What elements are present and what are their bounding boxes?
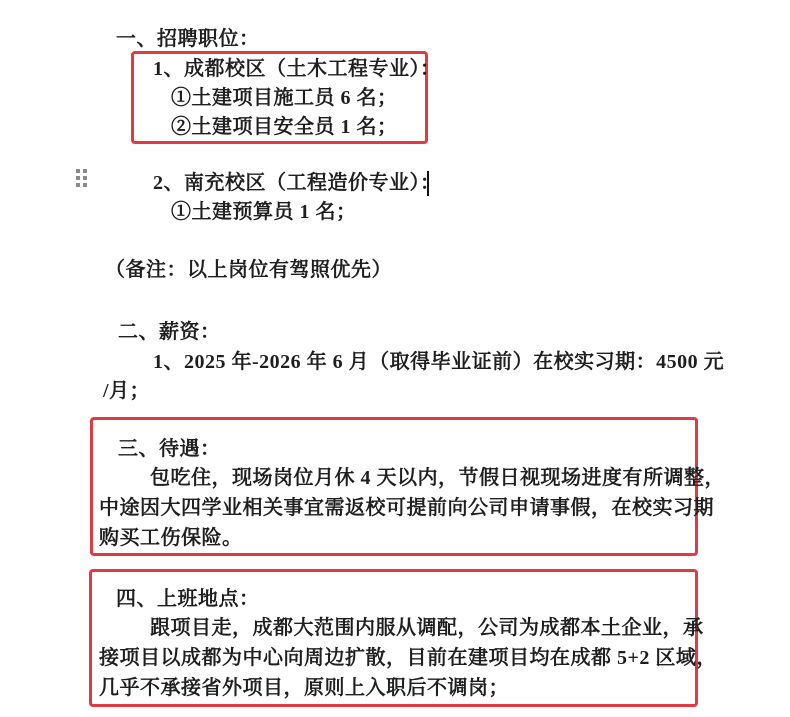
work-location-line-2[interactable]: 接项目以成都为中心向周边扩散，目前在建项目均在成都 5+2 区域，: [99, 647, 717, 669]
benefits-line-3[interactable]: 购买工伤保险。: [99, 527, 243, 549]
benefits-line-1[interactable]: 包吃住，现场岗位月休 4 天以内，节假日视现场进度有所调整，: [150, 467, 725, 489]
chengdu-position-builder[interactable]: ①土建项目施工员 6 名；: [171, 87, 398, 109]
salary-line-1[interactable]: 1、2025 年-2026 年 6 月（取得毕业证前）在校实习期：4500 元: [153, 351, 725, 373]
benefits-line-2[interactable]: 中途因大四学业相关事宜需返校可提前向公司申请事假，在校实习期: [99, 497, 714, 519]
salary-line-2[interactable]: /月；: [103, 380, 151, 402]
work-location-line-1[interactable]: 跟项目走，成都大范围内服从调配，公司为成都本土企业，承: [150, 617, 704, 639]
nanchong-campus-title[interactable]: 2、南充校区（工程造价专业）：: [153, 172, 441, 194]
chengdu-campus-title[interactable]: 1、成都校区（土木工程专业）：: [153, 58, 441, 80]
license-note[interactable]: （备注：以上岗位有驾照优先）: [105, 259, 392, 281]
heading-work-location[interactable]: 四、上班地点：: [116, 588, 260, 610]
chengdu-position-safety[interactable]: ②土建项目安全员 1 名；: [171, 116, 398, 138]
heading-recruit-positions[interactable]: 一、招聘职位：: [116, 28, 260, 50]
drag-handle-icon[interactable]: [76, 169, 87, 187]
nanchong-position-estimator[interactable]: ①土建预算员 1 名；: [171, 201, 357, 223]
work-location-line-3[interactable]: 几乎不承接省外项目，原则上入职后不调岗；: [99, 677, 509, 699]
heading-benefits[interactable]: 三、待遇：: [118, 438, 221, 460]
heading-salary[interactable]: 二、薪资：: [118, 321, 221, 343]
